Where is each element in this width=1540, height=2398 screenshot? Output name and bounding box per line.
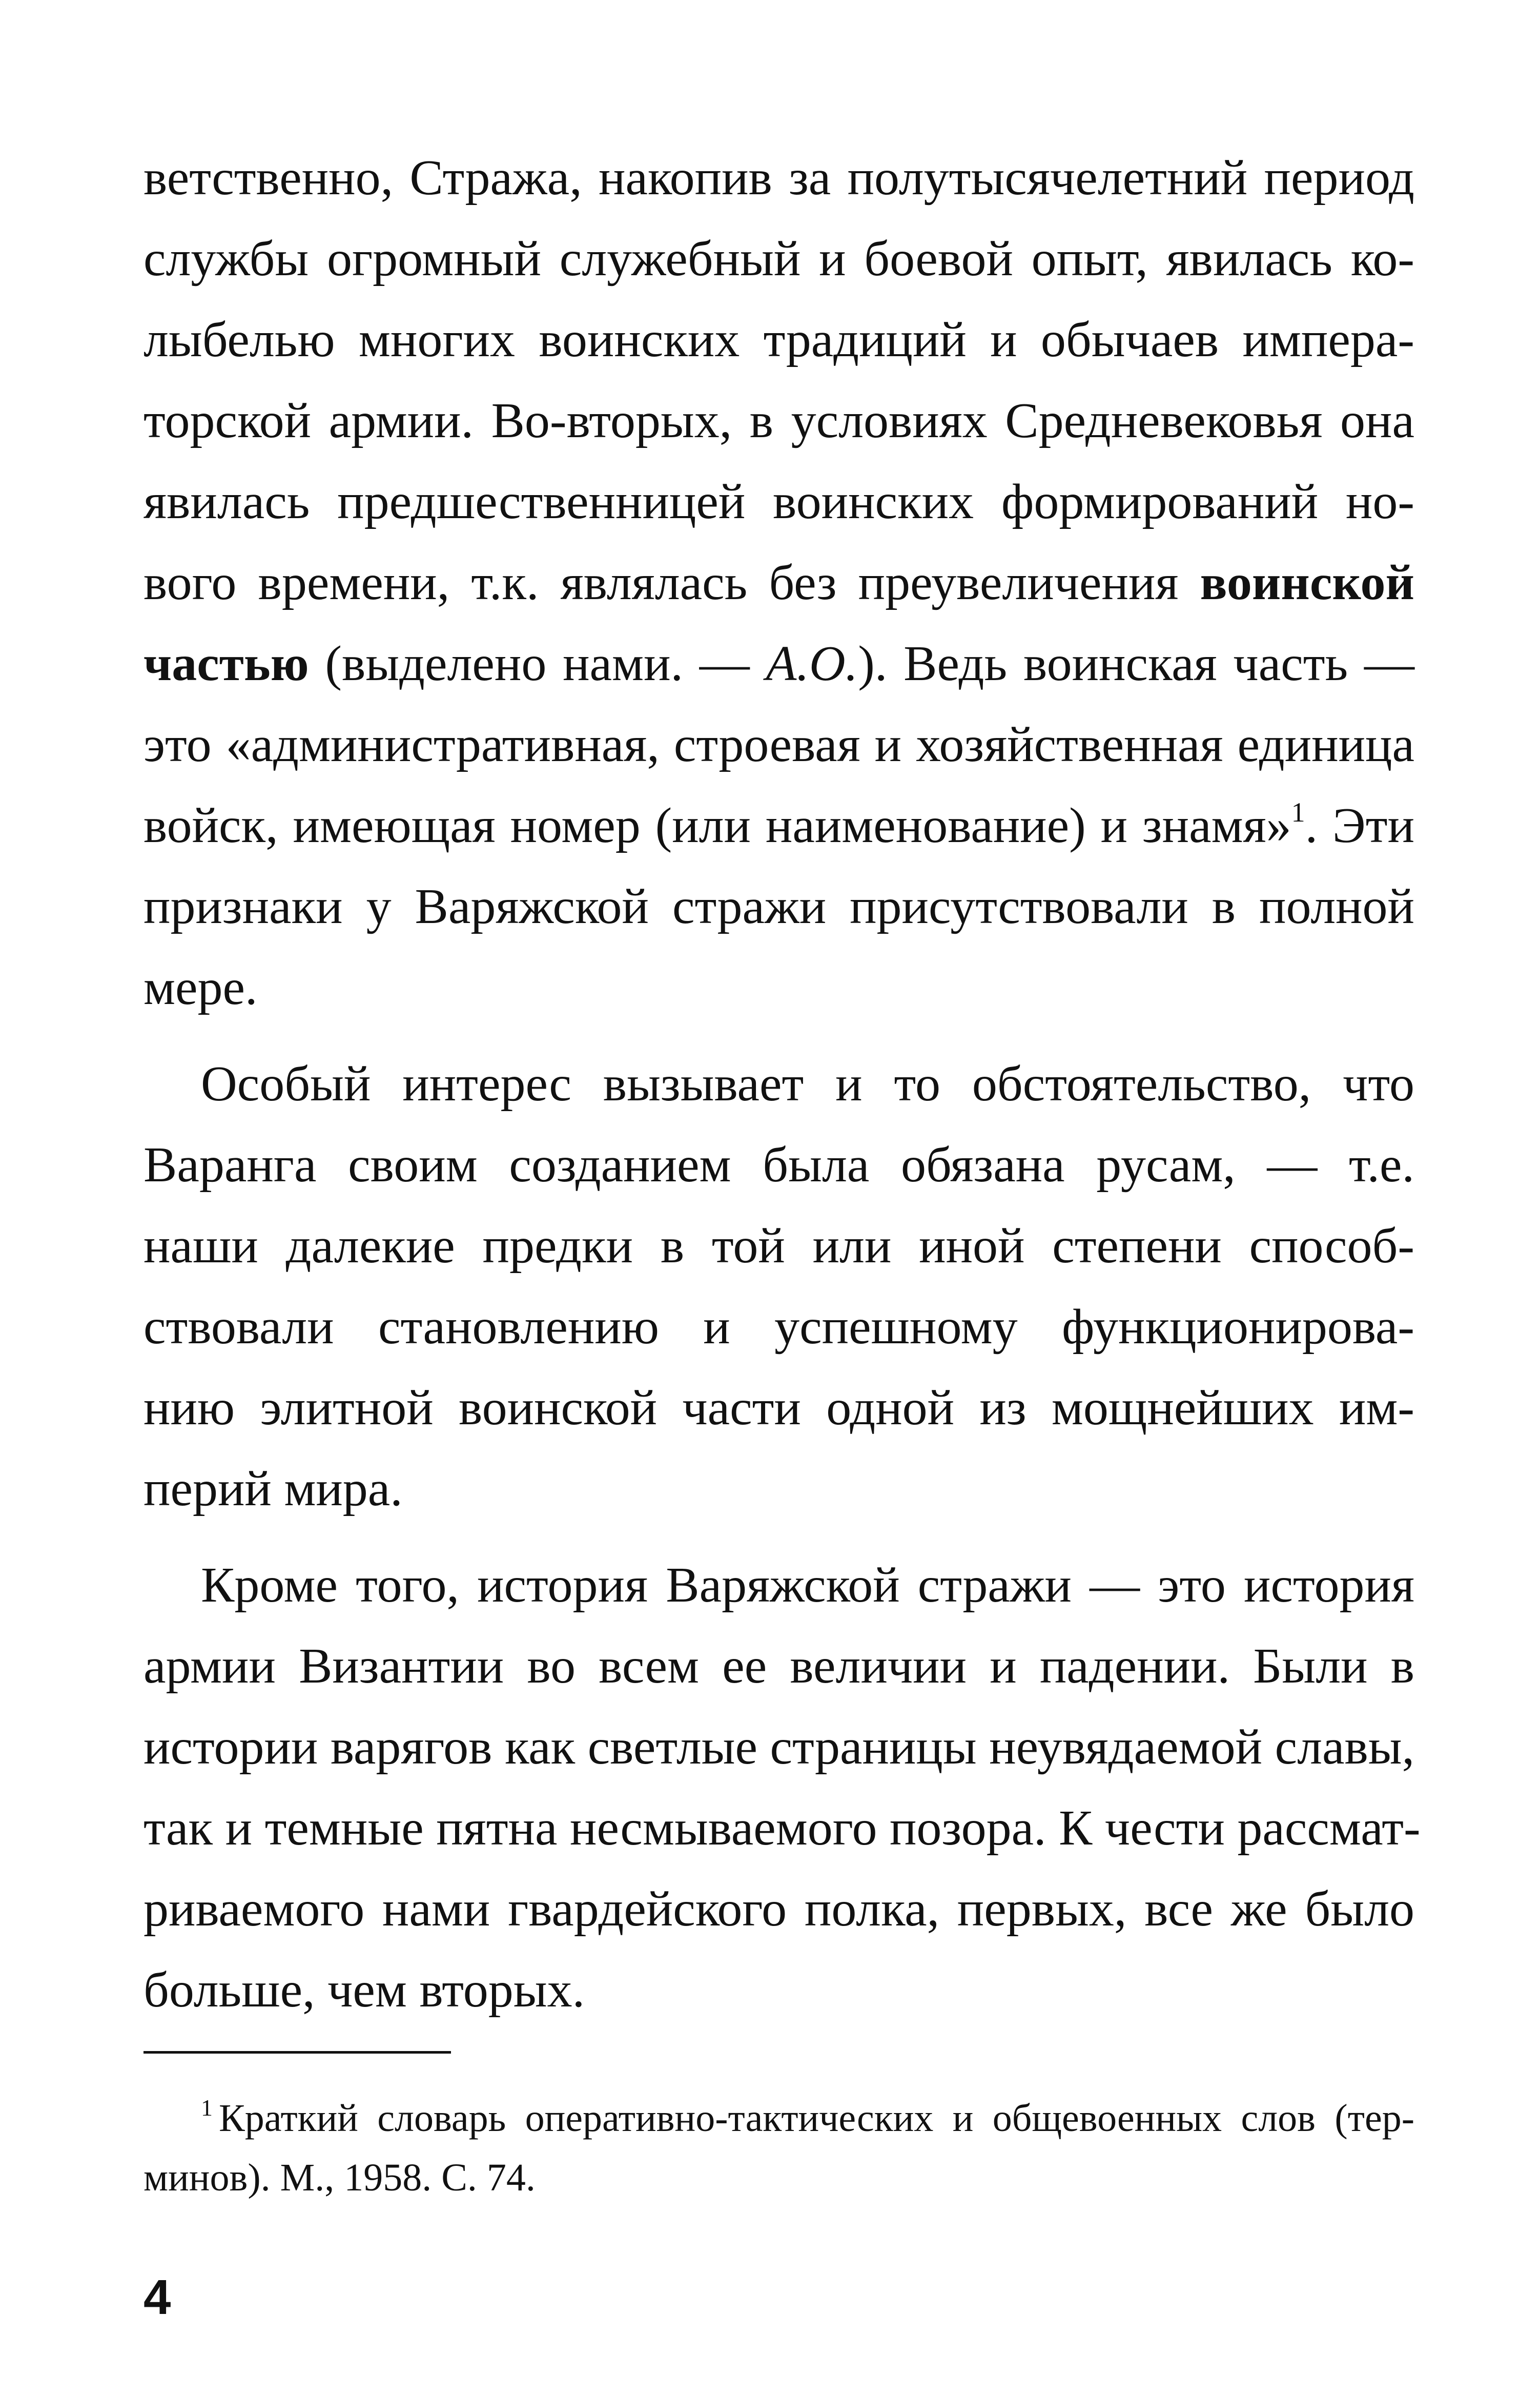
text-line: риваемого нами гвардейского полка, первых, все же было [143, 1881, 1414, 1937]
text-run: войск, имеющая номер (или наименование) и знамя» [143, 798, 1291, 853]
text-line: так и темные пятна несмываемого позора. К чести рассмат- [143, 1800, 1421, 1856]
text-line: армии Византии во всем ее величии и падении. Были в [143, 1638, 1414, 1694]
bold-text: частью [143, 636, 309, 691]
text-line: Варанга своим созданием была обязана русам, — т.е. [143, 1137, 1414, 1193]
text-line: торской армии. Во-вторых, в условиях Средневековья она [143, 393, 1414, 448]
page-number: 4 [143, 2270, 171, 2325]
bold-text: воинской [1200, 555, 1414, 610]
text-line [143, 785, 1414, 866]
text-line: истории варягов как светлые страницы неувядаемой славы, [143, 1719, 1415, 1775]
text-run: . Эти [1305, 798, 1415, 853]
italic-text: А.О. [766, 636, 858, 691]
text-line: мере. [143, 960, 258, 1015]
text-line: нию элитной воинской части одной из мощнейших им- [143, 1380, 1414, 1436]
footnote-line [143, 2088, 1414, 2148]
footnote-text: Краткий словарь оперативно-тактических и общевоенных слов (тер- [219, 2097, 1414, 2140]
text-line: Кроме того, история Варяжской стражи — это история [201, 1557, 1414, 1613]
text-run: вого времени, т.к. являлась без преувеличения [143, 555, 1200, 610]
text-line: перий мира. [143, 1461, 403, 1516]
paragraph-3 [143, 1545, 1421, 2031]
paragraph-2 [143, 1043, 1414, 1529]
text-line: лыбелью многих воинских традиций и обычаев импера- [143, 312, 1414, 367]
text-line: службы огромный служебный и боевой опыт, явилась ко- [143, 231, 1414, 286]
text-line: Особый интерес вызывает и то обстоятельство, что [201, 1056, 1414, 1112]
footnote-separator [143, 2051, 451, 2054]
text-line: это «административная, строевая и хозяйственная единица [143, 717, 1414, 772]
footnote-marker: 1 [201, 2095, 213, 2121]
text-run: (выделено нами. — [309, 636, 766, 691]
footnote [143, 2088, 1414, 2207]
text-line [143, 623, 1414, 704]
text-line [143, 542, 1414, 623]
text-line: больше, чем вторых. [143, 1962, 585, 2018]
footnote-reference: 1 [1291, 797, 1305, 828]
footnote-line: минов). М., 1958. С. 74. [143, 2156, 536, 2199]
text-line: ствовали становлению и успешному функционирова- [143, 1299, 1414, 1355]
text-line: явилась предшественницей воинских формирований но- [143, 474, 1414, 529]
text-line: наши далекие предки в той или иной степени способ- [143, 1218, 1414, 1274]
page-body [143, 137, 1421, 2031]
text-run: ). Ведь воинская часть — [858, 636, 1414, 691]
text-line: признаки у Варяжской стражи присутствовали в полной [143, 879, 1414, 934]
paragraph-1 [143, 137, 1414, 1028]
text-line: ветственно, Стража, накопив за полутысячелетний период [143, 150, 1414, 206]
